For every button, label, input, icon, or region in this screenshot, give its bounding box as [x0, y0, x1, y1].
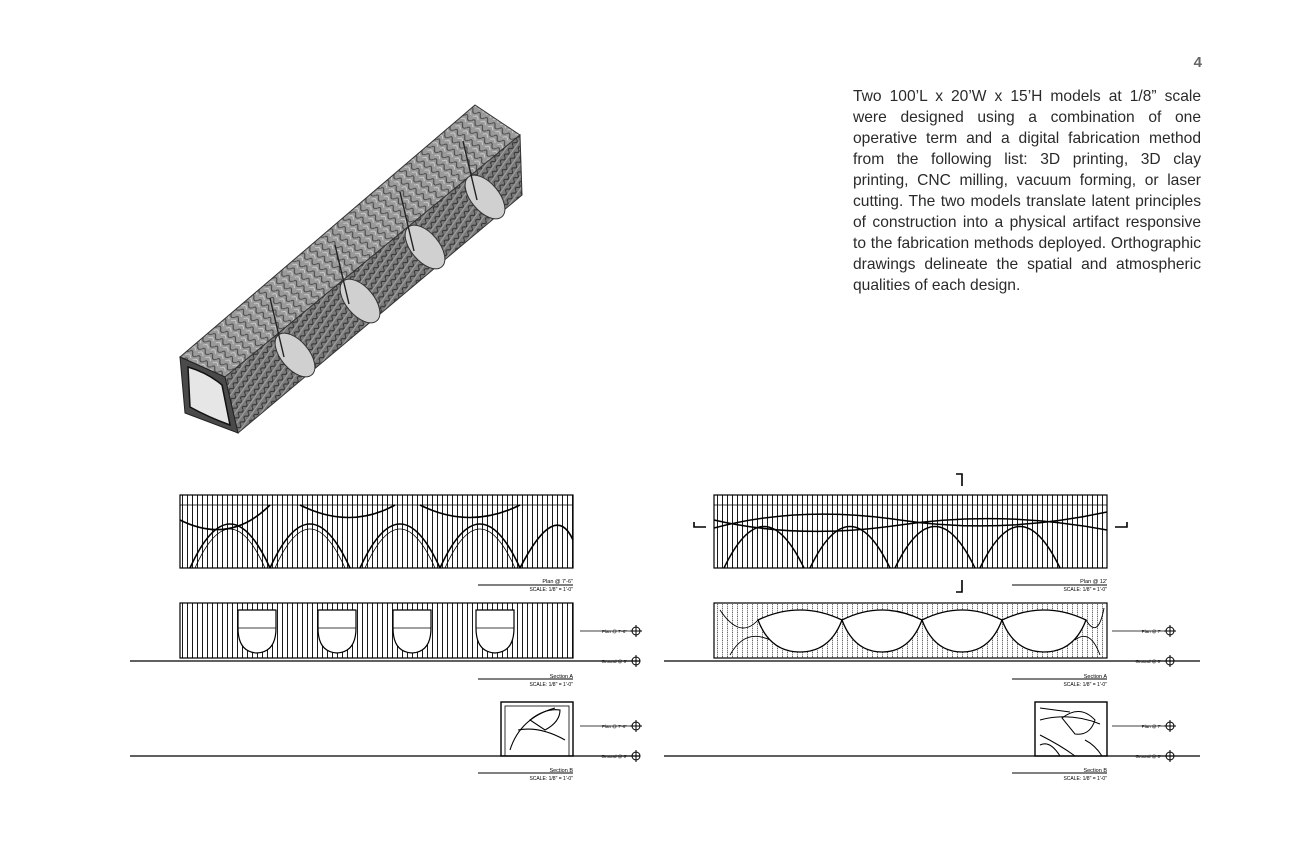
left-section-b-title: Section B	[549, 768, 573, 774]
left-plan-scale: SCALE: 1/8" = 1'-0"	[529, 587, 573, 593]
left-section-b-scale: SCALE: 1/8" = 1'-0"	[529, 776, 573, 782]
right-b-level-ground: Ground @ 0'	[1135, 754, 1161, 759]
right-section-b-drawing	[1035, 702, 1107, 756]
page-number: 4	[1193, 54, 1202, 71]
right-section-b-title: Section B	[1083, 768, 1107, 774]
left-section-b-drawing	[501, 702, 573, 756]
left-plan-title: Plan @ 7'-6"	[542, 579, 573, 585]
right-plan-title: Plan @ 12'	[1080, 579, 1107, 585]
left-section-a-title: Section A	[549, 674, 573, 680]
right-section-b-scale: SCALE: 1/8" = 1'-0"	[1063, 776, 1107, 782]
right-plan-drawing	[714, 495, 1107, 568]
right-level-plan: Plan @ 7'	[1141, 629, 1161, 634]
left-b-level-ground: Ground @ 0'	[601, 754, 627, 759]
right-b-level-plan: Plan @ 7'	[1141, 724, 1161, 729]
left-section-a-drawing	[180, 603, 573, 658]
right-section-a-title: Section A	[1083, 674, 1107, 680]
project-description: Two 100’L x 20’W x 15’H models at 1/8” scale were designed using a combination of one operative term and a digital fabrication method from the following list: 3D printing, 3D clay printing, CNC milling, vacuum forming, or laser cutting. The two models translate latent principles of construction into a physical artifact responsive to the fabrication methods deployed. Orthographic drawings delineate the spatial and atmospheric qualities of each design.	[853, 88, 1201, 294]
right-section-a-drawing	[714, 603, 1107, 658]
right-level-ground: Ground @ 0'	[1135, 659, 1161, 664]
left-section-a-scale: SCALE: 1/8" = 1'-0"	[529, 682, 573, 688]
left-level-ground: Ground @ 0'	[601, 659, 627, 664]
left-plan-drawing	[180, 495, 573, 568]
left-level-plan: Plan @ 7'-6"	[601, 629, 627, 634]
right-plan-scale: SCALE: 1/8" = 1'-0"	[1063, 587, 1107, 593]
right-section-a-scale: SCALE: 1/8" = 1'-0"	[1063, 682, 1107, 688]
left-b-level-plan: Plan @ 7'-6"	[601, 724, 627, 729]
